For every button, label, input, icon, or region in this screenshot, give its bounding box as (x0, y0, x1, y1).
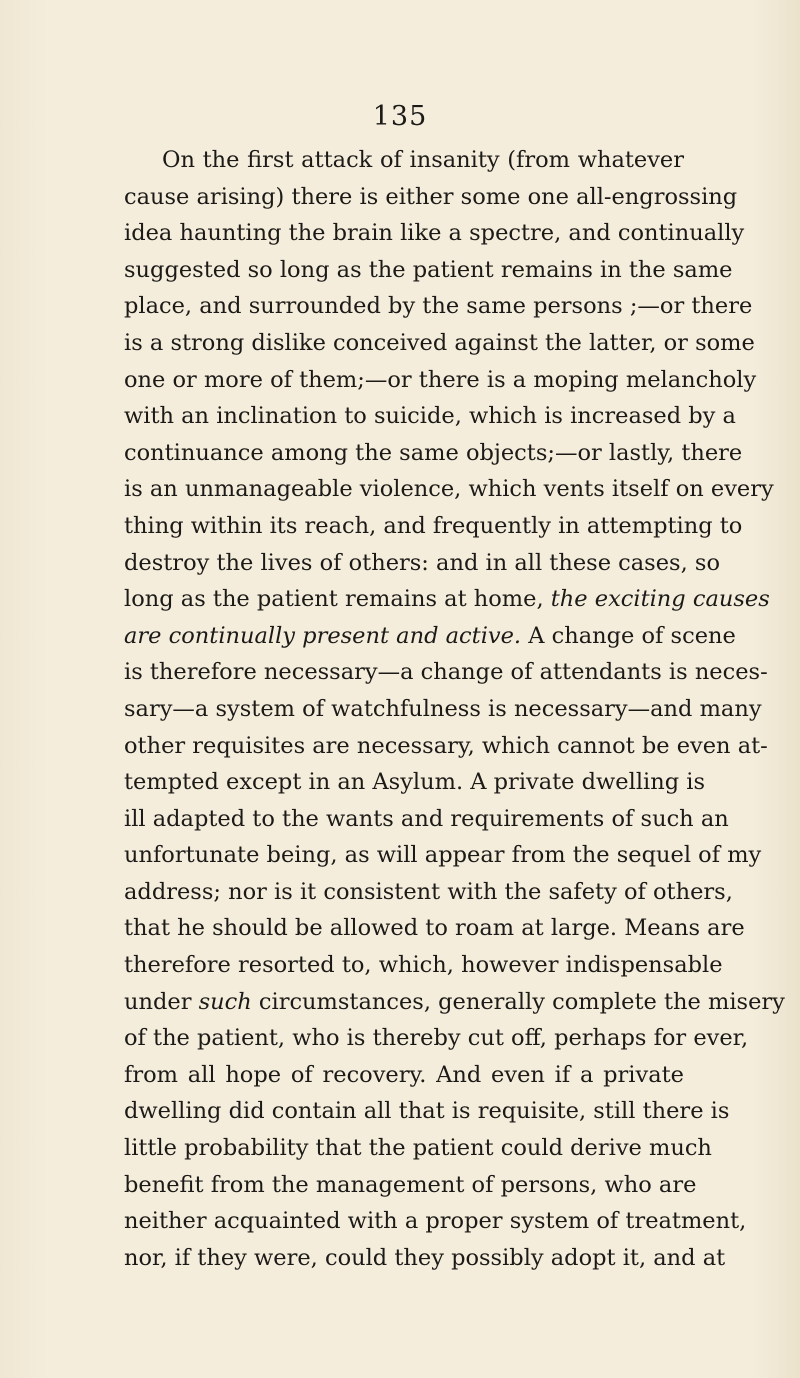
text-line (124, 1093, 730, 1130)
text-line (124, 1167, 697, 1204)
text-segment: other requisites are necessary, which cannot be even at- (124, 732, 768, 759)
text-segment: ill adapted to the wants and requirements of such an (124, 805, 729, 832)
text-line (124, 179, 738, 216)
text-segment: continuance among the same objects;—or lastly, there (124, 439, 743, 466)
italic-text: are continually present and active. (124, 622, 522, 649)
text-segment: long as the patient remains at home, (124, 586, 551, 613)
text-line (124, 874, 733, 911)
text-segment: neither acquainted with a proper system of treatment, (124, 1208, 747, 1235)
text-segment: cause arising) there is either some one all-engrossing (124, 183, 738, 210)
body-paragraph (124, 142, 785, 1276)
text-line (124, 545, 720, 582)
text-segment: that he should be allowed to roam at large. Means are (124, 915, 745, 942)
text-line (124, 215, 745, 252)
text-segment: nor, if they were, could they possibly adopt it, and at (124, 1244, 726, 1271)
text-line (124, 1130, 712, 1167)
text-line (124, 947, 723, 984)
text-segment: On the first attack of insanity (from whatever (162, 147, 684, 173)
text-line (124, 398, 736, 435)
text-segment: dwelling did contain all that is requisite, still there is (124, 1098, 730, 1125)
text-line (124, 691, 762, 728)
text-segment: suggested so long as the patient remains in the same (124, 256, 733, 283)
text-line (124, 435, 743, 472)
text-segment: unfortunate being, as will appear from the sequel of my (124, 842, 762, 869)
italic-text: the exciting causes (550, 586, 770, 613)
text-line (124, 654, 768, 691)
text-line (124, 471, 774, 508)
text-line (124, 508, 743, 545)
text-line (124, 837, 762, 874)
text-segment: A change of scene (521, 622, 736, 649)
text-segment: is therefore necessary—a change of attendants is neces- (124, 659, 768, 686)
text-line (124, 142, 684, 179)
text-segment: benefit from the management of persons, who are (124, 1171, 697, 1198)
text-line (124, 288, 753, 325)
text-line (124, 1240, 726, 1277)
text-line (124, 362, 757, 399)
text-line (124, 984, 785, 1021)
text-segment: therefore resorted to, which, however indispensable (124, 952, 723, 979)
text-segment: idea haunting the brain like a spectre, and continually (124, 220, 745, 247)
text-line (124, 252, 733, 289)
text-line (124, 801, 729, 838)
text-line (124, 910, 745, 947)
text-segment: thing within its reach, and frequently in attempting to (124, 512, 743, 539)
text-segment: is a strong dislike conceived against the latter, or some (124, 329, 755, 356)
italic-text: such (198, 988, 252, 1015)
page-number: 135 (372, 101, 428, 132)
text-segment: place, and surrounded by the same persons ;—or there (124, 293, 753, 320)
text-segment: circumstances, generally complete the misery (251, 988, 785, 1015)
text-segment: destroy the lives of others: and in all these cases, so (124, 549, 720, 576)
text-line (124, 1020, 749, 1057)
text-segment: with an inclination to suicide, which is increased by a (124, 403, 736, 430)
text-segment: one or more of them;—or there is a moping melancholy (124, 366, 757, 393)
text-line (124, 1203, 747, 1240)
text-segment: under (124, 988, 199, 1015)
text-segment: tempted except in an Asylum. A private dwelling is (124, 769, 706, 796)
text-line (124, 325, 755, 362)
text-segment: address; nor is it consistent with the safety of others, (124, 878, 733, 905)
text-segment: of the patient, who is thereby cut off, perhaps for ever, (124, 1025, 749, 1052)
text-line (124, 1057, 684, 1094)
text-segment: from all hope of recovery. And even if a private (124, 1061, 684, 1088)
text-segment: little probability that the patient could derive much (124, 1135, 712, 1162)
text-line (124, 618, 736, 655)
text-segment: sary—a system of watchfulness is necessary—and many (124, 695, 762, 722)
text-line (124, 764, 706, 801)
text-segment: is an unmanageable violence, which vents itself on every (124, 476, 774, 503)
text-line (124, 728, 768, 765)
text-line (124, 581, 770, 618)
